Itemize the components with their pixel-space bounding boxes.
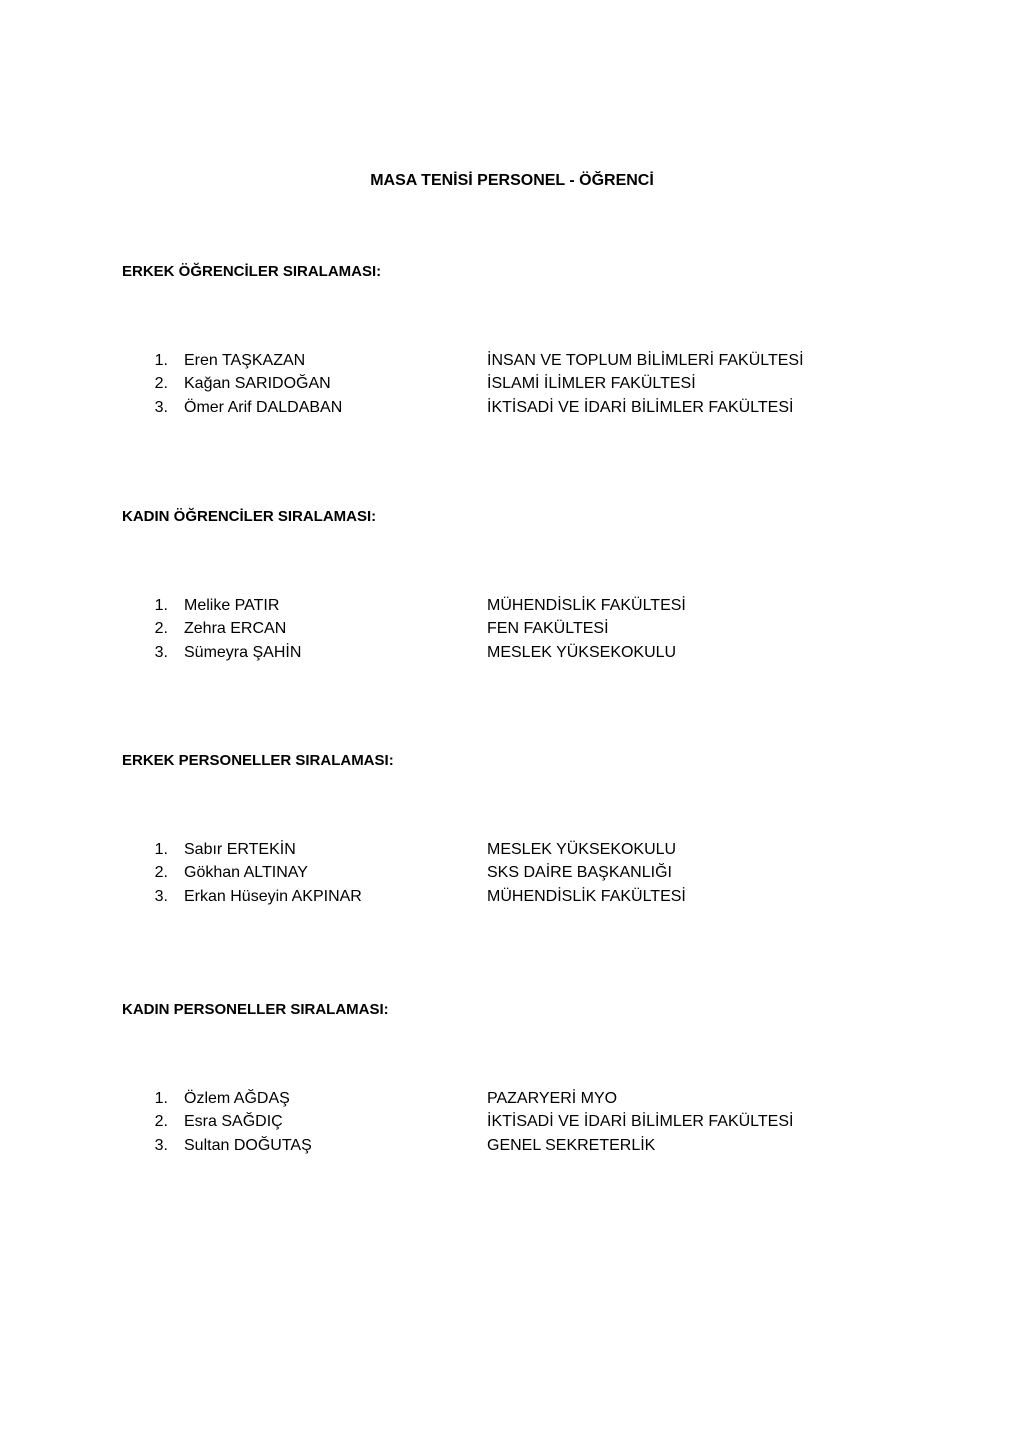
ranking-row — [122, 594, 902, 617]
participant-unit: PAZARYERİ MYO — [487, 1090, 618, 1107]
participant-name: Erkan Hüseyin AKPINAR — [184, 887, 362, 905]
ranking-row — [122, 885, 902, 908]
participant-unit: MÜHENDİSLİK FAKÜLTESİ — [487, 887, 686, 905]
participant-name: Özlem AĞDAŞ — [184, 1090, 290, 1107]
ranking-list — [122, 838, 902, 908]
section-male-students — [122, 261, 902, 419]
section-heading: ERKEK PERSONELLER SIRALAMASI: — [122, 752, 394, 769]
rank-number: 2. — [154, 864, 168, 882]
section-heading: KADIN PERSONELLER SIRALAMASI: — [122, 1001, 389, 1018]
section-female-students — [122, 506, 902, 664]
participant-unit: MÜHENDİSLİK FAKÜLTESİ — [487, 597, 686, 614]
section-female-staff — [122, 999, 902, 1157]
participant-unit: FEN FAKÜLTESİ — [487, 620, 609, 638]
participant-unit: MESLEK YÜKSEKOKULU — [487, 643, 677, 661]
ranking-row — [122, 349, 902, 372]
rank-number: 2. — [154, 620, 168, 638]
participant-unit: GENEL SEKRETERLİK — [487, 1136, 656, 1154]
participant-unit: İKTİSADİ VE İDARİ BİLİMLER FAKÜLTESİ — [487, 1113, 794, 1131]
ranking-row — [122, 861, 902, 884]
ranking-row — [122, 1110, 902, 1133]
rank-number: 1. — [154, 1090, 168, 1107]
participant-unit: İSLAMİ İLİMLER FAKÜLTESİ — [487, 375, 696, 393]
participant-unit: MESLEK YÜKSEKOKULU — [487, 841, 677, 858]
rank-number: 1. — [154, 841, 168, 858]
participant-unit: İKTİSADİ VE İDARİ BİLİMLER FAKÜLTESİ — [487, 398, 794, 416]
section-male-staff — [122, 750, 902, 908]
rank-number: 3. — [154, 887, 168, 905]
rank-number: 1. — [154, 352, 168, 369]
rank-number: 3. — [154, 398, 168, 416]
ranking-list — [122, 1087, 902, 1157]
participant-unit: SKS DAİRE BAŞKANLIĞI — [487, 864, 672, 882]
ranking-row — [122, 838, 902, 861]
participant-name: Eren TAŞKAZAN — [184, 352, 306, 369]
ranking-row — [122, 617, 902, 640]
participant-name: Zehra ERCAN — [184, 620, 287, 638]
participant-name: Melike PATIR — [184, 597, 280, 614]
ranking-row — [122, 641, 902, 664]
rank-number: 3. — [154, 643, 168, 661]
participant-name: Sümeyra ŞAHİN — [184, 643, 302, 661]
section-heading: KADIN ÖĞRENCİLER SIRALAMASI: — [122, 508, 377, 525]
ranking-row — [122, 1087, 902, 1110]
participant-name: Sabır ERTEKİN — [184, 841, 296, 858]
ranking-list — [122, 594, 902, 664]
section-heading: ERKEK ÖĞRENCİLER SIRALAMASI: — [122, 263, 382, 280]
participant-name: Ömer Arif DALDABAN — [184, 398, 343, 416]
rank-number: 2. — [154, 1113, 168, 1131]
ranking-row — [122, 1134, 902, 1157]
ranking-list — [122, 349, 902, 419]
participant-name: Gökhan ALTINAY — [184, 864, 308, 882]
ranking-row — [122, 372, 902, 395]
rank-number: 2. — [154, 375, 168, 393]
participant-name: Kağan SARIDOĞAN — [184, 375, 331, 393]
rank-number: 1. — [154, 597, 168, 614]
participant-name: Sultan DOĞUTAŞ — [184, 1136, 312, 1154]
participant-unit: İNSAN VE TOPLUM BİLİMLERİ FAKÜLTESİ — [487, 352, 804, 369]
document-title: MASA TENİSİ PERSONEL - ÖĞRENCİ — [370, 172, 654, 189]
ranking-row — [122, 396, 902, 419]
participant-name: Esra SAĞDIÇ — [184, 1113, 283, 1131]
rank-number: 3. — [154, 1136, 168, 1154]
